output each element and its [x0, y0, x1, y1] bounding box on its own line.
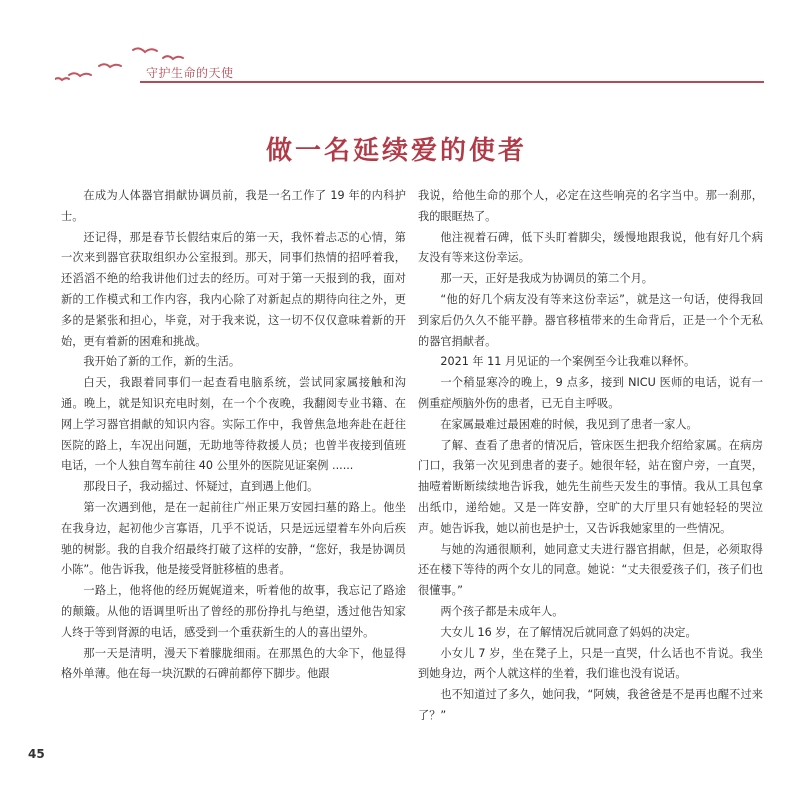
article-column-right: [418, 186, 763, 727]
page-number: 45: [28, 747, 45, 761]
paragraph: 两个孩子都是未成年人。: [440, 604, 564, 618]
paragraph: 第一次遇到他，是在一起前往广州正果万安园扫墓的路上。他坐在我身边，起初他少言寡语，几乎不说话，只是远远望着车外向后疾驰的树影。我的自我介绍最终打破了这样的安静，“您好，我是协调员小陈”。他告诉我，他是接受肾脏移植的患者。: [61, 500, 406, 577]
paragraph: 一个稍显寒冷的晚上，9 点多，接到 NICU 医师的电话，说有一例重症颅脑外伤的患者，已无自主呼吸。: [418, 376, 763, 410]
paragraph: 白天，我跟着同事们一起查看电脑系统，尝试同家属接触和沟通。晚上，就是知识充电时刻，在一个个夜晚，我翻阅专业书籍、在网上学习器官捐献的知识内容。实际工作中，我曾焦急地奔赴在赶往医院的路上，车况出问题，无助地等待救援人员；也曾半夜接到值班电话，一个人独自驾车前往 40 公里外的医院见证案例 ......: [61, 376, 406, 473]
paragraph: 在成为人体器官捐献协调员前，我是一名工作了 19 年的内科护士。: [61, 189, 406, 223]
section-label: 守护生命的天使: [146, 66, 234, 80]
article-column-left: [61, 186, 406, 685]
paragraph: 一路上，他将他的经历娓娓道来，听着他的故事，我忘记了路途的颠簸。从他的语调里听出了曾经的那份挣扎与绝望，透过他告知家人终于等到肾源的电话，感受到一个重获新生的人的喜出望外。: [61, 584, 406, 639]
paragraph: 那段日子，我动摇过、怀疑过，直到遇上他们。: [83, 480, 319, 494]
paragraph: 与她的沟通很顺利，她同意丈夫进行器官捐献，但是，必须取得还在楼下等待的两个女儿的同意。她说：“丈夫很爱孩子们，孩子们也很懂事。”: [418, 542, 763, 598]
paragraph: “他的好几个病友没有等来这份幸运”，就是这一句话，使得我回到家后仍久久不能平静。器官移植带来的生命背后，正是一个个无私的器官捐献者。: [418, 292, 763, 348]
header-divider: [140, 81, 764, 83]
paragraph: 在家属最难过最困难的时候，我见到了患者一家人。: [440, 417, 698, 431]
paragraph-continued: 我说，给他生命的那个人，必定在这些响亮的名字当中。那一刹那，我的眼眶热了。: [418, 189, 763, 223]
paragraph: 他注视着石碑，低下头盯着脚尖，缓慢地跟我说，他有好几个病友没有等来这份幸运。: [418, 230, 763, 265]
paragraph: 我开始了新的工作，新的生活。: [83, 355, 241, 369]
paragraph: 小女儿 7 岁，坐在凳子上，只是一直哭，什么话也不肯说。我坐到她身边，两个人就这样的坐着，我们谁也没有说话。: [418, 646, 763, 681]
paragraph: 了解、查看了患者的情况后，管床医生把我介绍给家属。在病房门口，我第一次见到患者的妻子。她很年轻，站在窗户旁，一直哭，抽噎着断断续续地告诉我，她先生前些天发生的事情。我从工具包拿出纸巾，递给她。又是一阵安静，空旷的大厅里只有她轻轻的哭泣声。她告诉我，她以前也是护士，又告诉我她家里的一些情况。: [418, 438, 763, 535]
paragraph: 那一天是清明，漫天下着朦胧细雨。在那黑色的大伞下，他显得格外单薄。他在每一块沉默的石碑前都停下脚步。他跟: [61, 646, 406, 681]
article-title: 做一名延续爱的使者: [265, 136, 527, 167]
paragraph: 也不知道过了多久，她问我，“阿姨，我爸爸是不是再也醒不过来了？”: [418, 688, 763, 722]
paragraph: 那一天，正好是我成为协调员的第二个月。: [440, 272, 653, 286]
paragraph: 大女儿 16 岁，在了解情况后就同意了妈妈的决定。: [440, 625, 697, 639]
page-header: [0, 0, 793, 90]
paragraph: 2021 年 11 月见证的一个案例至今让我难以释怀。: [440, 355, 696, 369]
paragraph: 还记得，那是春节长假结束后的第一天，我怀着忐忑的心情，第一次来到器官获取组织办公室报到。那天，同事们热情的招呼着我，还滔滔不绝的给我讲他们过去的经历。可对于第一天报到的我，面对新的工作模式和工作内容，我内心除了对新起点的期待向往之外，更多的是紧张和担心，毕竟，对于我来说，这一切不仅仅意味着新的开始，更有着新的困难和挑战。: [61, 230, 406, 348]
